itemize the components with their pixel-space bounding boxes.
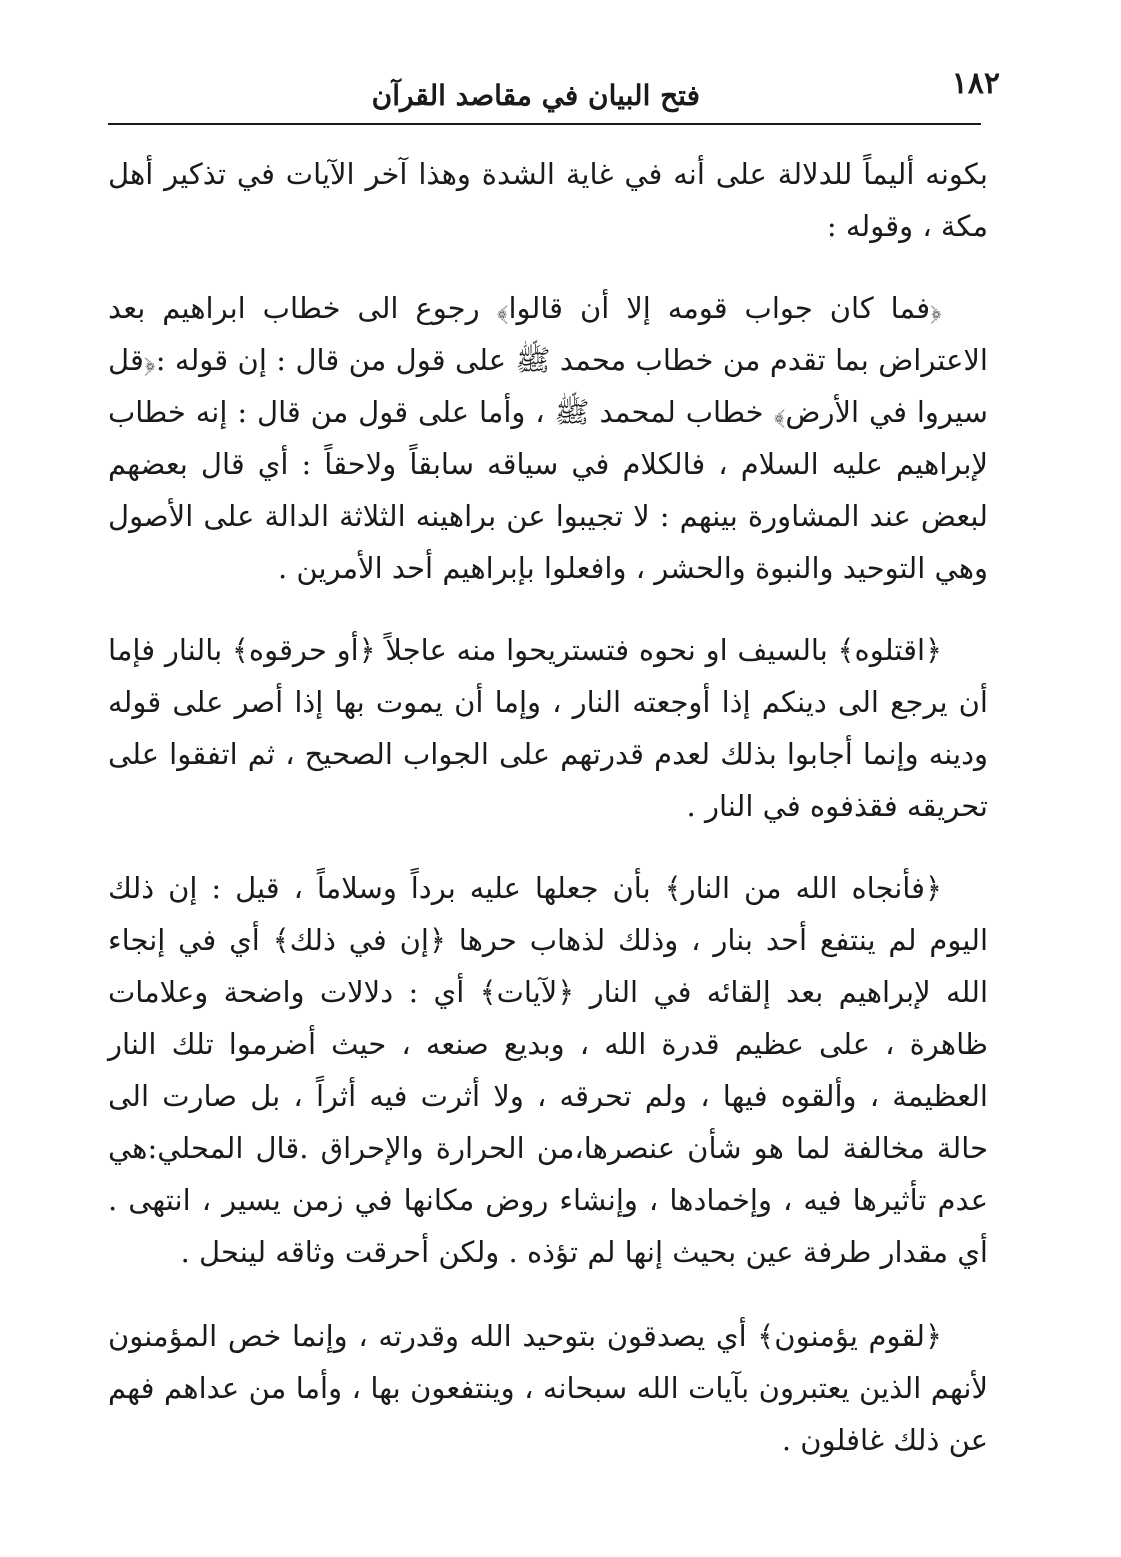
paragraph-2: ﴿فما كان جواب قومه إلا أن قالوا﴾ رجوع الى خطاب ابراهيم بعد الاعتراض بما تقدم من خطاب محمد ﷺ على قول من قال : إن قوله :﴿قل سيروا في الأرض﴾ خطاب لمحمد ﷺ ، وأما على قول من قال : إنه خطاب لإبراهيم عليه السلام ، فالكلام في سياقه سابقاً ولاحقاً : أي قال بعضهم لبعض عند المشاورة بينهم : لا تجيبوا عن براهينه الثلاثة الدالة على الأصول وهي التوحيد والنبوة والحشر ، وافعلوا بإبراهيم أحد الأمرين . bbox=[108, 291, 988, 585]
page-header bbox=[108, 66, 1000, 124]
paragraph-5: ﴿لقوم يؤمنون﴾ أي يصدقون بتوحيد الله وقدرته ، وإنما خص المؤمنون لأنهم الذين يعتبرون بآيات الله سبحانه ، وينتفعون بها ، وأما من عداهم فهم عن ذلك غافلون . bbox=[108, 1319, 988, 1457]
paragraph-4: ﴿فأنجاه الله من النار﴾ بأن جعلها عليه برداً وسلاماً ، قيل : إن ذلك اليوم لم ينتفع أحد بنار ، وذلك لذهاب حرها ﴿إن في ذلك﴾ أي في إنجاء الله لإبراهيم بعد إلقائه في النار ﴿لآيات﴾ أي : دلالات واضحة وعلامات ظاهرة ، على عظيم قدرة الله ، وبديع صنعه ، حيث أضرموا تلك النار العظيمة ، وألقوه فيها ، ولم تحرقه ، ولا أثرت فيه أثراً ، بل صارت الى حالة مخالفة لما هو شأن عنصرها،من الحرارة والإحراق .قال المحلي:هي عدم تأثيرها فيه ، وإخمادها ، وإنشاء روض مكانها في زمن يسير ، انتهى . أي مقدار طرفة عين بحيث إنها لم تؤذه . ولكن أحرقت وثاقه لينحل . bbox=[108, 871, 988, 1269]
page-number: ١٨٢ bbox=[951, 66, 1000, 101]
paragraph-3: ﴿اقتلوه﴾ بالسيف او نحوه فتستريحوا منه عاجلاً ﴿أو حرقوه﴾ بالنار فإما أن يرجع الى دينكم إذا أوجعته النار ، وإما أن يموت بها إذا أصر على قوله ودينه وإنما أجابوا بذلك لعدم قدرتهم على الجواب الصحيح ، ثم اتفقوا على تحريقه فقذفوه في النار . bbox=[108, 633, 988, 823]
running-title: فتح البيان في مقاصد القرآن bbox=[371, 79, 700, 112]
body-text bbox=[108, 148, 988, 1466]
paragraph-1: بكونه أليماً للدلالة على أنه في غاية الشدة وهذا آخر الآيات في تذكير أهل مكة ، وقوله : bbox=[108, 157, 988, 243]
header-rule bbox=[108, 123, 981, 125]
